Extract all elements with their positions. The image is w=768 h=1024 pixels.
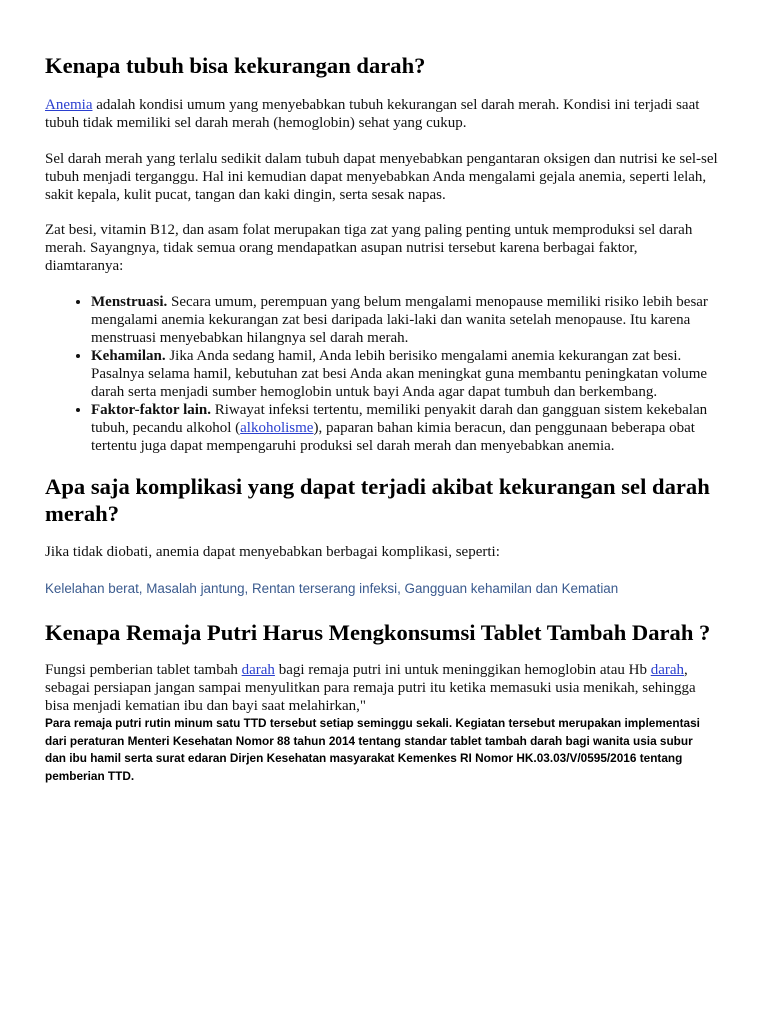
text-line: Zat besi, vitamin B12, dan asam folat merupakan tiga zat yang paling penting untuk memproduksi sel darah [45, 222, 693, 238]
alkoholisme-link[interactable]: alkoholisme [240, 420, 314, 436]
factor-term: Faktor-faktor lain. [91, 402, 211, 418]
paragraph-complications-intro [45, 543, 725, 561]
text-line: diamtaranya: [45, 258, 124, 274]
text-line: Sel darah merah yang terlalu sedikit dalam tubuh dapat menyebabkan pengantaran oksigen dan nutrisi ke sel-sel [45, 151, 718, 167]
darah-link[interactable]: darah [241, 662, 275, 678]
text-line: mengalami anemia kekurangan zat besi daripada laki-laki dan wanita setelah menopause. Itu karena [91, 312, 691, 328]
text-line: bisa menjadi kematian ibu dan bayi saat melahirkan," [45, 698, 367, 714]
paragraph-nutrients [45, 221, 725, 275]
text-line: tubuh tidak memiliki sel darah merah (hemoglobin) sehat yang cukup. [45, 115, 467, 131]
text-run: Secara umum, perempuan yang belum mengalami menopause memiliki risiko lebih besar [167, 294, 708, 310]
note-line: dari peraturan Menteri Kesehatan Nomor 88 tahun 2014 tentang standar tablet tambah darah bagi wanita usia subur [45, 733, 693, 748]
factor-item-kehamilan [91, 347, 725, 401]
paragraph-anemia-definition [45, 96, 725, 132]
heading-complications: Apa saja komplikasi yang dapat terjadi akibat kekurangan sel darah merah? [45, 474, 710, 526]
factor-item-faktor-lain [91, 401, 725, 455]
text-line: sebagai persiapan jangan sampai menyulitkan para remaja putri itu ketika memasuki usia menikah, sehingga [45, 680, 696, 696]
text-line: Pasalnya selama hamil, kebutuhan zat besi Anda akan meningkat guna membantu peningkatan volume [91, 366, 708, 382]
anemia-link[interactable]: Anemia [45, 97, 93, 113]
factors-list [45, 293, 725, 455]
text-run: , [684, 662, 688, 678]
text-run: adalah kondisi umum yang menyebabkan tubuh kekurangan sel darah merah. Kondisi ini terjadi saat [92, 97, 700, 113]
paragraph-red-cell-effects [45, 150, 725, 204]
complications-text: Kelelahan berat, Masalah jantung, Rentan terserang infeksi, Gangguan kehamilan dan Kematian [45, 581, 619, 596]
darah-link[interactable]: darah [650, 662, 685, 678]
text-line: menstruasi menyebabkan hilangnya sel darah merah. [91, 330, 409, 346]
factor-item-menstruasi [91, 293, 725, 347]
heading-iron-tablets: Kenapa Remaja Putri Harus Mengkonsumsi Tablet Tambah Darah ? [45, 620, 711, 645]
complications-list [45, 580, 725, 598]
factor-term: Menstruasi. [91, 294, 168, 310]
text-run: Jika Anda sedang hamil, Anda lebih berisiko mengalami anemia kekurangan zat besi. [165, 348, 682, 364]
text-line: darah serta menjadi sumber hemoglobin untuk bayi Anda agar dapat tumbuh dan berkembang. [91, 384, 658, 400]
text-run: Riwayat infeksi tertentu, memiliki penyakit darah dan gangguan sistem kekebalan [211, 402, 708, 418]
regulation-note [45, 715, 725, 786]
text-line: tertentu juga dapat mempengaruhi produksi sel darah merah dan menyebabkan anemia. [91, 438, 615, 454]
note-line: Para remaja putri rutin minum satu TTD tersebut setiap seminggu sekali. Kegiatan tersebut merupakan implementasi [45, 716, 700, 730]
factor-term: Kehamilan. [91, 348, 166, 364]
text-run: tubuh, pecandu alkohol ( [91, 420, 241, 436]
heading-why-blood-deficiency: Kenapa tubuh bisa kekurangan darah? [45, 53, 426, 78]
text-line: Jika tidak diobati, anemia dapat menyebabkan berbagai komplikasi, seperti: [45, 544, 500, 560]
text-line: sakit kepala, kulit pucat, tangan dan kaki dingin, serta sesak napas. [45, 187, 446, 203]
text-run: ), paparan bahan kimia beracun, dan penggunaan beberapa obat [313, 420, 695, 436]
note-line: pemberian TTD. [45, 769, 135, 784]
text-run: Fungsi pemberian tablet tambah [45, 662, 242, 678]
text-run: bagi remaja putri ini untuk meninggikan hemoglobin atau Hb [274, 662, 651, 678]
text-line: merah. Sayangnya, tidak semua orang mendapatkan asupan nutrisi tersebut karena berbagai faktor, [45, 240, 638, 256]
text-line: tubuh menjadi terganggu. Hal ini kemudian dapat menyebabkan Anda mengalami gejala anemia, seperti lelah, [45, 169, 707, 185]
note-line: dan ibu hamil serta surat edaran Dirjen Kesehatan masyarakat Kemenkes RI Nomor HK.03.03/V/0595/2016 tentang [45, 751, 683, 766]
paragraph-tablet-function [45, 661, 725, 715]
